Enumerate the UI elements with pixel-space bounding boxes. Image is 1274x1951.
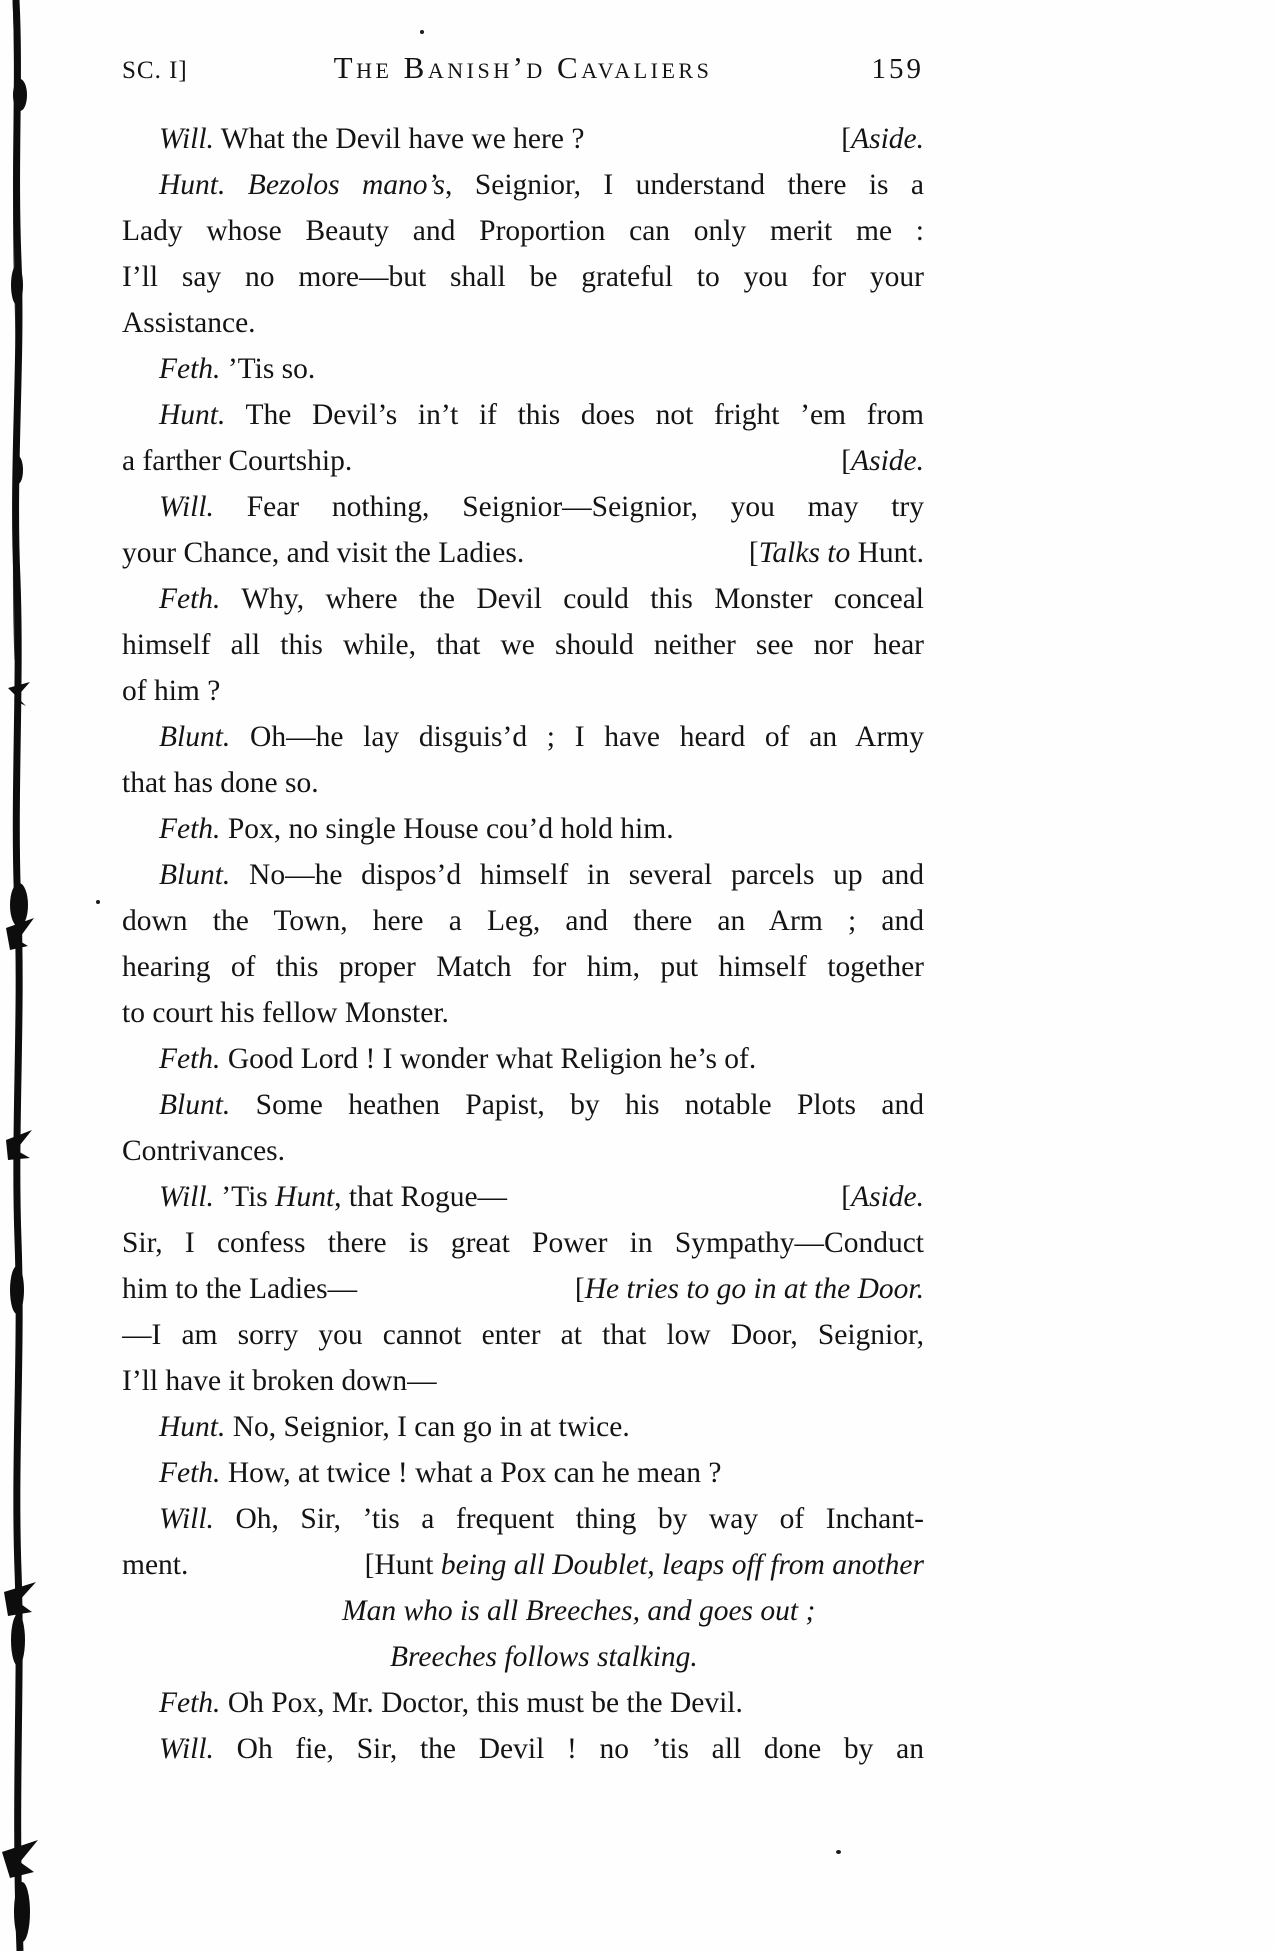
stage-direction: [841, 116, 924, 162]
text-segment: Hunt.: [850, 537, 924, 569]
text-segment: Bezolos mano’s: [247, 169, 446, 201]
text-line: [122, 990, 924, 1036]
text-segment: Feth.: [159, 353, 221, 385]
text-segment: [Hunt: [364, 1549, 441, 1581]
text-segment: Feth.: [159, 1687, 221, 1719]
page-number: 159: [871, 53, 924, 85]
text-segment: He tries to go in at the Door.: [584, 1273, 924, 1305]
text-segment: Blunt.: [159, 1089, 231, 1121]
text-line: [122, 760, 924, 806]
text-segment: Hunt.: [159, 1411, 226, 1443]
text-segment: of him ?: [122, 675, 221, 707]
text-segment: Oh fie, Sir, the Devil ! no ’tis all done by an: [213, 1733, 924, 1765]
text-segment: Talks to: [758, 537, 851, 569]
text-segment: Will.: [159, 1181, 214, 1213]
text-segment: Oh Pox, Mr. Doctor, this must be the Devil.: [220, 1687, 743, 1719]
text-line: [122, 944, 924, 990]
text-segment: ’Tis: [213, 1181, 276, 1213]
text-segment: Feth.: [159, 813, 221, 845]
page-header: [122, 50, 924, 94]
text-segment: that has done so.: [122, 767, 319, 799]
text-segment: Some heathen Papist, by his notable Plots and: [230, 1089, 924, 1121]
text-segment: Aside.: [851, 123, 924, 155]
text-segment: Blunt.: [159, 721, 231, 753]
text-line: [122, 1588, 924, 1634]
text-segment: Will.: [159, 491, 214, 523]
text-segment: I’ll say no more—but shall be grateful to you for your: [122, 261, 924, 293]
stage-direction: [841, 1174, 924, 1220]
ink-speck: [836, 1850, 841, 1854]
text-line: [122, 254, 924, 300]
text-line: [122, 484, 924, 530]
text-line: [122, 1220, 924, 1266]
text-line: [122, 208, 924, 254]
text-segment: Hunt.: [159, 399, 226, 431]
ink-speck: [420, 30, 424, 34]
text-segment: down the Town, here a Leg, and there an Arm ; and: [122, 905, 924, 937]
text-line: [122, 162, 924, 208]
text-segment: Feth.: [159, 583, 221, 615]
text-segment: I’ll have it broken down—: [122, 1365, 437, 1397]
text-segment: Will.: [159, 1503, 214, 1535]
text-segment: Breeches follows stalking.: [390, 1641, 698, 1673]
text-segment: Feth.: [159, 1043, 221, 1075]
text-line: [122, 1082, 924, 1128]
text-segment: Pox, no single House cou’d hold him.: [220, 813, 674, 845]
text-line: [122, 1358, 924, 1404]
text-segment: ’Tis so.: [220, 353, 316, 385]
text-segment: Man who is all Breeches, and goes out ;: [342, 1595, 816, 1627]
text-line: [122, 714, 924, 760]
text-body: [122, 116, 924, 1772]
text-segment: [: [574, 1273, 585, 1305]
text-line: [122, 1450, 924, 1496]
text-line: [122, 898, 924, 944]
text-segment: Hunt: [275, 1181, 335, 1213]
text-line: [122, 1726, 924, 1772]
page-title: The Banish’d Cavaliers: [333, 50, 713, 85]
text-segment: Sir, I confess there is great Power in Sympathy—Conduct: [122, 1227, 924, 1259]
text-segment: a farther Courtship.: [122, 445, 353, 477]
text-segment: Aside.: [851, 445, 924, 477]
text-segment: How, at twice ! what a Pox can he mean ?: [220, 1457, 722, 1489]
text-segment: himself all this while, that we should neither see nor hear: [122, 629, 924, 661]
text-line: [122, 1036, 924, 1082]
text-line: [122, 346, 924, 392]
text-segment: Fear nothing, Seignior—Seignior, you may try: [213, 491, 924, 523]
text-line: [122, 1174, 924, 1220]
text-segment: The Devil’s in’t if this does not fright ’em from: [225, 399, 924, 431]
text-segment: Good Lord ! I wonder what Religion he’s of.: [220, 1043, 757, 1075]
text-segment: Contrivances.: [122, 1135, 286, 1167]
text-line: [122, 1496, 924, 1542]
text-line: [122, 1404, 924, 1450]
binding-edge-artifact: [0, 0, 70, 1951]
text-line: [122, 852, 924, 898]
text-segment: Feth.: [159, 1457, 221, 1489]
text-segment: , Seignior, I understand there is a: [445, 169, 924, 201]
text-segment: , that Rogue—: [334, 1181, 508, 1213]
text-segment: [: [841, 123, 852, 155]
stage-direction: [365, 1542, 924, 1588]
text-line: [122, 530, 924, 576]
text-segment: hearing of this proper Match for him, put himself together: [122, 951, 924, 983]
text-segment: —I am sorry you cannot enter at that low Door, Seignior,: [122, 1319, 924, 1351]
text-segment: ment.: [122, 1549, 189, 1581]
text-segment: Will.: [159, 1733, 214, 1765]
text-line: [122, 1634, 924, 1680]
text-segment: being all Doublet, leaps off from another: [440, 1549, 924, 1581]
text-line: [122, 1542, 924, 1588]
scene-label: SC. I]: [122, 57, 188, 84]
text-line: [122, 1312, 924, 1358]
text-block: [122, 50, 924, 1772]
text-line: [122, 806, 924, 852]
stage-direction: [575, 1266, 924, 1312]
text-segment: Will.: [159, 123, 214, 155]
text-segment: [: [748, 537, 759, 569]
text-line: [122, 1128, 924, 1174]
stage-direction: [749, 530, 924, 576]
text-line: [122, 392, 924, 438]
text-line: [122, 438, 924, 484]
text-segment: Why, where the Devil could this Monster conceal: [220, 583, 924, 615]
ink-speck: [96, 900, 100, 904]
text-line: [122, 300, 924, 346]
text-line: [122, 622, 924, 668]
text-line: [122, 1266, 924, 1312]
stage-direction: [841, 438, 924, 484]
text-line: [122, 576, 924, 622]
text-segment: Assistance.: [122, 307, 256, 339]
text-segment: him to the Ladies—: [122, 1273, 358, 1305]
text-segment: your Chance, and visit the Ladies.: [122, 537, 525, 569]
text-segment: What the Devil have we here ?: [213, 123, 585, 155]
text-segment: Aside.: [851, 1181, 924, 1213]
text-line: [122, 668, 924, 714]
text-line: [122, 116, 924, 162]
text-segment: Oh, Sir, ’tis a frequent thing by way of Inchant-: [213, 1503, 924, 1535]
text-segment: to court his fellow Monster.: [122, 997, 449, 1029]
text-segment: Lady whose Beauty and Proportion can only merit me :: [122, 215, 924, 247]
text-segment: [: [841, 1181, 852, 1213]
text-segment: Blunt.: [159, 859, 231, 891]
text-line: [122, 1680, 924, 1726]
text-segment: Oh—he lay disguis’d ; I have heard of an Army: [230, 721, 924, 753]
text-segment: [: [841, 445, 852, 477]
text-segment: No, Seignior, I can go in at twice.: [225, 1411, 630, 1443]
text-segment: [225, 169, 247, 201]
text-segment: No—he dispos’d himself in several parcels up and: [230, 859, 924, 891]
text-segment: Hunt.: [159, 169, 226, 201]
